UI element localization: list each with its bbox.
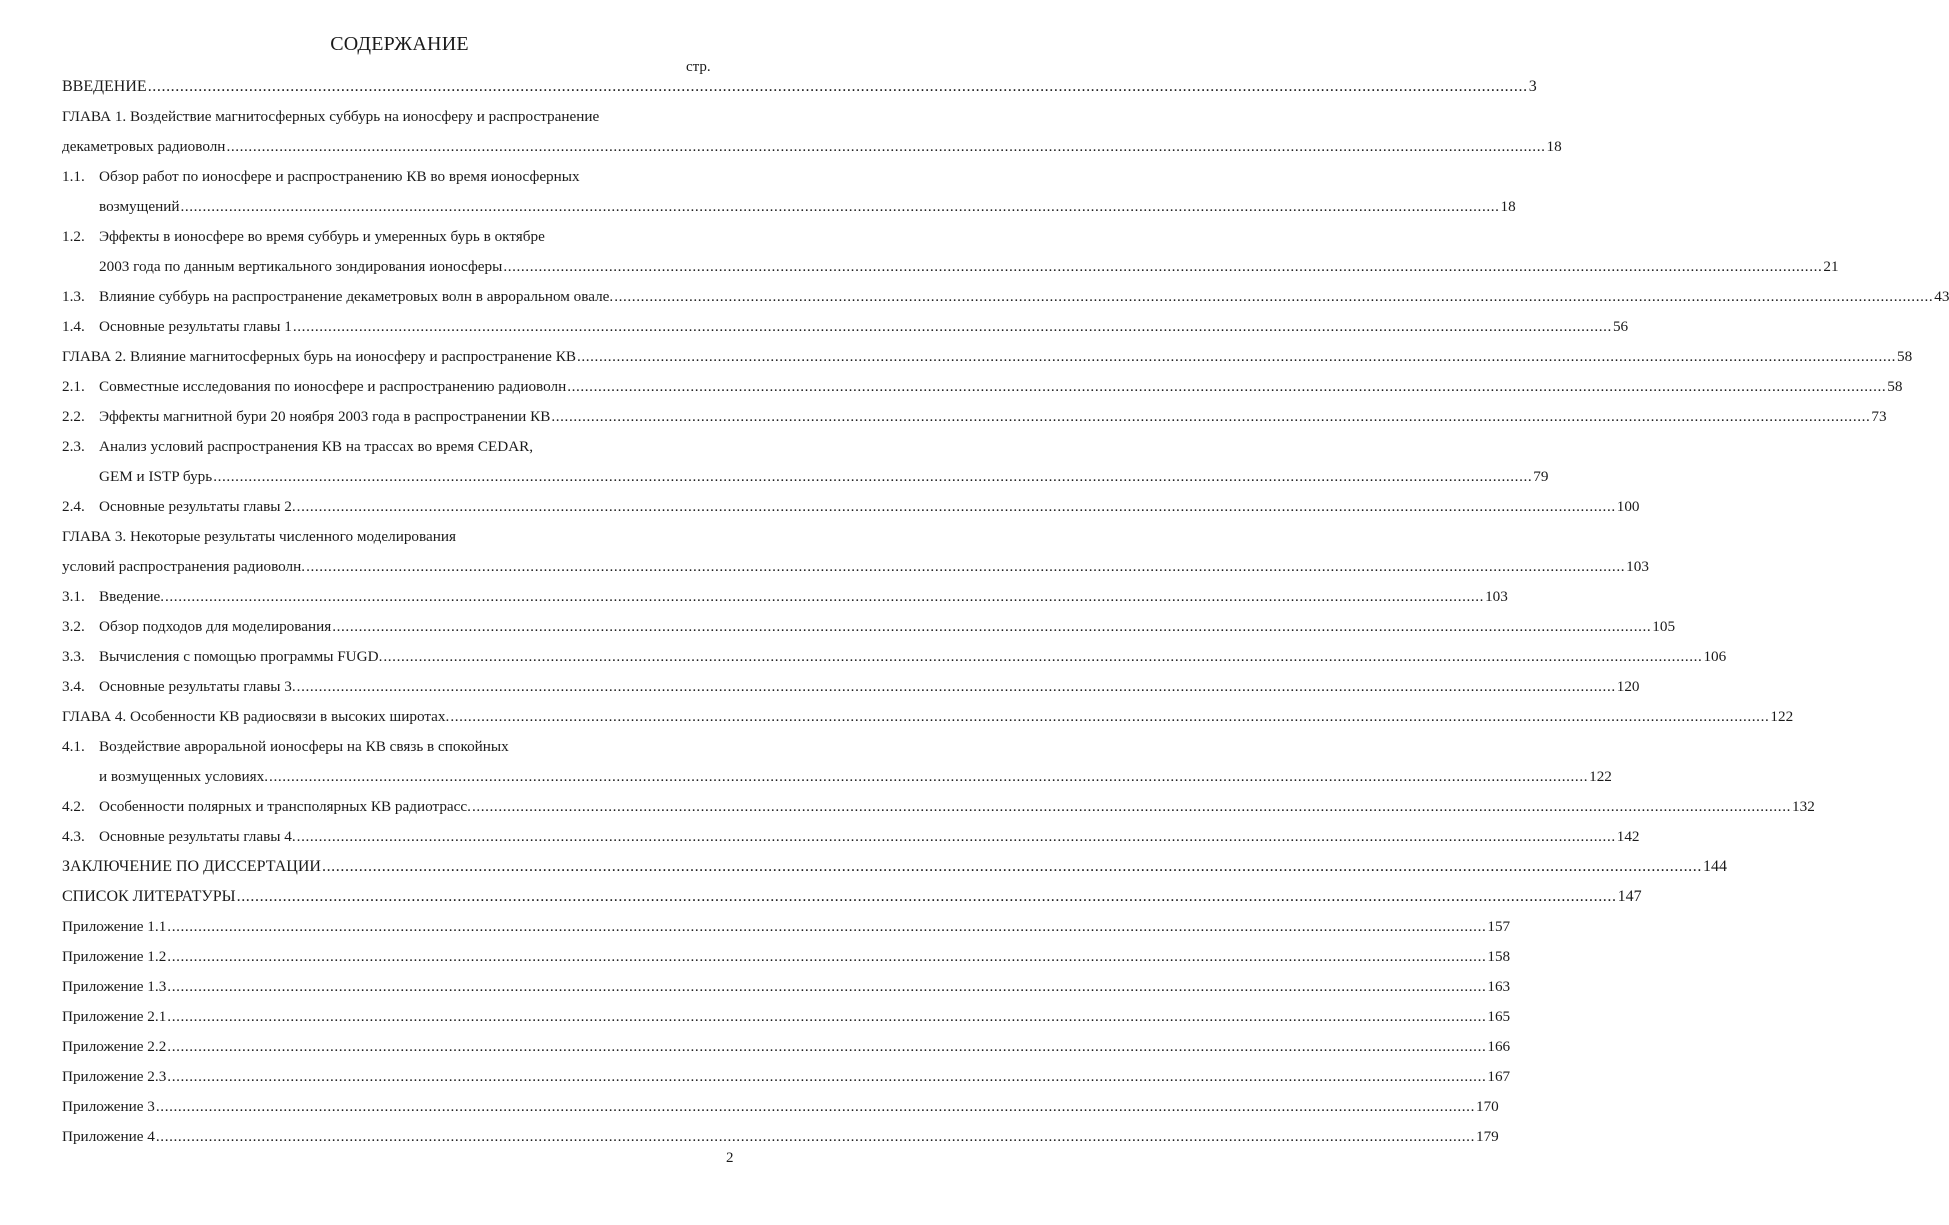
toc-chapter-3-line1[interactable]: ГЛАВА 3. Некоторые результаты численного моделирования xyxy=(62,528,456,545)
toc-entry-text: ВВЕДЕНИЕ xyxy=(62,78,147,95)
section-number: 1.4. xyxy=(62,318,85,335)
toc-page-number: 79 xyxy=(1533,468,1549,485)
dot-leader: ............................................................................................................................................................................................................................................................................................................ xyxy=(167,918,1487,935)
toc-page-number: 132 xyxy=(1792,798,1815,815)
toc-entry-section-1-2[interactable] xyxy=(99,258,1839,280)
section-number: 2.1. xyxy=(62,378,85,395)
section-text: Анализ условий распространения КВ на трассах во время CEDAR, xyxy=(99,438,534,455)
toc-entry-appendix[interactable] xyxy=(62,918,1511,940)
toc-entry-text: и возмущенных условиях. xyxy=(99,768,269,785)
dot-leader: ............................................................................................................................................................................................................................................................................................................ xyxy=(296,678,1616,695)
toc-page-number: 105 xyxy=(1652,618,1676,635)
dot-leader: ............................................................................................................................................................................................................................................................................................................ xyxy=(306,558,1626,575)
toc-entry-references[interactable] xyxy=(62,888,1642,910)
toc-entry-text: Приложение 2.1 xyxy=(62,1008,167,1025)
toc-entry-text: условий распространения радиоволн. xyxy=(62,558,306,575)
toc-page-number: 166 xyxy=(1487,1038,1511,1055)
toc-entry-text: Особенности полярных и трансполярных КВ радиотрасс. xyxy=(99,798,471,815)
dot-leader: ............................................................................................................................................................................................................................................................................................................ xyxy=(551,408,1871,425)
dot-leader: ............................................................................................................................................................................................................................................................................................................ xyxy=(167,1068,1487,1085)
toc-entry-section-4-1[interactable] xyxy=(99,768,1612,790)
page-number: 2 xyxy=(726,1150,734,1166)
dot-leader: ............................................................................................................................................................................................................................................................................................................ xyxy=(165,588,1485,605)
dot-leader: ............................................................................................................................................................................................................................................................................................................ xyxy=(296,828,1616,845)
toc-page-number: 170 xyxy=(1475,1098,1499,1115)
dot-leader: ............................................................................................................................................................................................................................................................................................................ xyxy=(292,318,1612,335)
section-text: Воздействие авроральной ионосферы на КВ связь в спокойных xyxy=(99,738,509,755)
toc-page-number: 158 xyxy=(1487,948,1511,965)
toc-entry-appendix[interactable] xyxy=(62,1128,1499,1150)
dot-leader: ............................................................................................................................................................................................................................................................................................................ xyxy=(296,498,1616,515)
section-number: 4.1. xyxy=(62,738,85,755)
toc-page-number: 167 xyxy=(1487,1068,1511,1085)
dot-leader: ............................................................................................................................................................................................................................................................................................................ xyxy=(180,198,1500,215)
toc-entry-text: СПИСОК ЛИТЕРАТУРЫ xyxy=(62,888,236,905)
dot-leader: ............................................................................................................................................................................................................................................................................................................ xyxy=(167,1038,1487,1055)
dot-leader: ............................................................................................................................................................................................................................................................................................................ xyxy=(383,648,1703,665)
section-number: 3.4. xyxy=(62,678,85,695)
toc-entry-appendix[interactable] xyxy=(62,1068,1511,1090)
toc-page-number: 122 xyxy=(1589,768,1612,785)
toc-entry-section-3-4[interactable] xyxy=(62,678,1640,700)
toc-entry-section-4-3[interactable] xyxy=(62,828,1640,850)
toc-entry-text: Приложение 2.2 xyxy=(62,1038,167,1055)
toc-entry-text: Приложение 3 xyxy=(62,1098,155,1115)
toc-entry-text: Основные результаты главы 2. xyxy=(99,498,296,515)
section-number: 1.3. xyxy=(62,288,85,305)
toc-entry-section-4-2[interactable] xyxy=(62,798,1815,820)
toc-section-4-1-line1[interactable] xyxy=(62,738,509,760)
toc-page-number: 18 xyxy=(1546,138,1562,155)
toc-entry-section-3-1[interactable] xyxy=(62,588,1508,610)
toc-entry-section-2-3[interactable] xyxy=(99,468,1549,490)
toc-entry-appendix[interactable] xyxy=(62,1098,1499,1120)
toc-page-number: 58 xyxy=(1887,378,1903,395)
toc-section-1-2-line1[interactable] xyxy=(62,228,545,250)
toc-page-number: 58 xyxy=(1897,348,1913,365)
toc-page-number: 103 xyxy=(1485,588,1508,605)
dot-leader: ............................................................................................................................................................................................................................................................................................................ xyxy=(614,288,1934,305)
toc-entry-text: Основные результаты главы 4. xyxy=(99,828,296,845)
toc-entry-intro[interactable] xyxy=(62,78,1537,100)
toc-page-number: 21 xyxy=(1823,258,1839,275)
toc-entry-text: Эффекты магнитной бури 20 ноября 2003 года в распространении КВ xyxy=(99,408,551,425)
toc-entry-text: Основные результаты главы 1 xyxy=(99,318,292,335)
toc-section-2-3-line1[interactable] xyxy=(62,438,533,460)
toc-entry-text: Приложение 1.3 xyxy=(62,978,167,995)
toc-chapter-1-line1[interactable]: ГЛАВА 1. Воздействие магнитосферных суббурь на ионосферу и распространение xyxy=(62,108,600,125)
dot-leader: ............................................................................................................................................................................................................................................................................................................ xyxy=(236,888,1617,905)
dot-leader: ............................................................................................................................................................................................................................................................................................................ xyxy=(155,1098,1475,1115)
toc-entry-section-1-1[interactable] xyxy=(99,198,1516,220)
toc-entry-text: Приложение 4 xyxy=(62,1128,155,1145)
toc-page-number: 106 xyxy=(1703,648,1727,665)
toc-entry-chapter-3[interactable] xyxy=(62,558,1649,580)
toc-page-number: 120 xyxy=(1616,678,1640,695)
section-number: 4.3. xyxy=(62,828,85,845)
toc-entry-text: ГЛАВА 4. Особенности КВ радиосвязи в высоких широтах. xyxy=(62,708,450,725)
dot-leader: ............................................................................................................................................................................................................................................................................................................ xyxy=(167,948,1487,965)
toc-entry-text: Приложение 1.1 xyxy=(62,918,167,935)
toc-page-number: 18 xyxy=(1500,198,1516,215)
dot-leader: ............................................................................................................................................................................................................................................................................................................ xyxy=(321,858,1702,875)
toc-page-number: 147 xyxy=(1617,888,1642,905)
toc-entry-appendix[interactable] xyxy=(62,978,1511,1000)
toc-page-number: 100 xyxy=(1616,498,1640,515)
dot-leader: ............................................................................................................................................................................................................................................................................................................ xyxy=(167,1008,1487,1025)
section-number: 4.2. xyxy=(62,798,85,815)
toc-entry-text: ГЛАВА 2. Влияние магнитосферных бурь на ионосферу и распространение КВ xyxy=(62,348,576,365)
toc-page-number: 142 xyxy=(1616,828,1640,845)
toc-entry-appendix[interactable] xyxy=(62,1038,1511,1060)
toc-entry-text: Приложение 2.3 xyxy=(62,1068,167,1085)
toc-entry-text: Вычисления с помощью программы FUGD. xyxy=(99,648,383,665)
dot-leader: ............................................................................................................................................................................................................................................................................................................ xyxy=(213,468,1533,485)
section-text: Обзор работ по ионосфере и распространению КВ во время ионосферных xyxy=(99,168,580,185)
toc-page-number: 163 xyxy=(1487,978,1511,995)
toc-entry-appendix[interactable] xyxy=(62,948,1511,970)
toc-page-number: 3 xyxy=(1528,78,1537,95)
toc-entry-chapter-4[interactable] xyxy=(62,708,1794,730)
section-number: 2.2. xyxy=(62,408,85,425)
section-number: 1.2. xyxy=(62,228,85,245)
toc-entry-section-2-2[interactable] xyxy=(62,408,1887,430)
dot-leader: ............................................................................................................................................................................................................................................................................................................ xyxy=(155,1128,1475,1145)
toc-entry-text: Обзор подходов для моделирования xyxy=(99,618,332,635)
toc-page-number: 56 xyxy=(1612,318,1629,335)
section-number: 1.1. xyxy=(62,168,85,185)
toc-page-number: 144 xyxy=(1702,858,1727,875)
dot-leader: ............................................................................................................................................................................................................................................................................................................ xyxy=(332,618,1652,635)
section-number: 2.4. xyxy=(62,498,85,515)
section-text: Эффекты в ионосфере во время суббурь и умеренных бурь в октябре xyxy=(99,228,545,245)
toc-entry-section-3-3[interactable] xyxy=(62,648,1727,670)
section-number: 3.1. xyxy=(62,588,85,605)
toc-entry-section-2-1[interactable] xyxy=(62,378,1903,400)
page-title: СОДЕРЖАНИЕ xyxy=(330,33,469,55)
dot-leader: ............................................................................................................................................................................................................................................................................................................ xyxy=(167,978,1487,995)
toc-entry-text: 2003 года по данным вертикального зондирования ионосферы xyxy=(99,258,503,275)
toc-entry-text: возмущений xyxy=(99,198,180,215)
toc-entry-chapter-1[interactable] xyxy=(62,138,1562,160)
dot-leader: ............................................................................................................................................................................................................................................................................................................ xyxy=(567,378,1887,395)
toc-entry-section-3-2[interactable] xyxy=(62,618,1676,640)
toc-entry-appendix[interactable] xyxy=(62,1008,1511,1030)
toc-entry-chapter-2[interactable] xyxy=(62,348,1913,370)
section-number: 3.3. xyxy=(62,648,85,665)
toc-entry-text: ЗАКЛЮЧЕНИЕ ПО ДИССЕРТАЦИИ xyxy=(62,858,321,875)
toc-entry-section-1-3[interactable] xyxy=(62,288,1949,310)
dot-leader: ............................................................................................................................................................................................................................................................................................................ xyxy=(450,708,1770,725)
toc-page-number: 103 xyxy=(1626,558,1649,575)
toc-entry-section-1-4[interactable] xyxy=(62,318,1629,340)
page-column-label: стр. xyxy=(686,59,711,75)
toc-entry-text: декаметровых радиоволн xyxy=(62,138,226,155)
toc-section-1-1-line1[interactable] xyxy=(62,168,580,190)
toc-entry-text: Совместные исследования по ионосфере и распространению радиоволн xyxy=(99,378,567,395)
dot-leader: ............................................................................................................................................................................................................................................................................................................ xyxy=(147,78,1528,95)
toc-entry-conclusion[interactable] xyxy=(62,858,1727,880)
dot-leader: ............................................................................................................................................................................................................................................................................................................ xyxy=(503,258,1823,275)
toc-page-number: 122 xyxy=(1770,708,1794,725)
toc-entry-section-2-4[interactable] xyxy=(62,498,1640,520)
toc-page-number: 179 xyxy=(1475,1128,1499,1145)
toc-entry-text: GEM и ISTP бурь xyxy=(99,468,213,485)
dot-leader: ............................................................................................................................................................................................................................................................................................................ xyxy=(471,798,1791,815)
section-number: 2.3. xyxy=(62,438,85,455)
section-number: 3.2. xyxy=(62,618,85,635)
dot-leader: ............................................................................................................................................................................................................................................................................................................ xyxy=(226,138,1546,155)
toc-page-number: 73 xyxy=(1871,408,1887,425)
dot-leader: ............................................................................................................................................................................................................................................................................................................ xyxy=(269,768,1589,785)
toc-page-number: 43 xyxy=(1934,288,1949,305)
toc-page-number: 157 xyxy=(1487,918,1511,935)
toc-page-number: 165 xyxy=(1487,1008,1511,1025)
toc-entry-text: Влияние суббурь на распространение декаметровых волн в авроральном овале. xyxy=(99,288,614,305)
dot-leader: ............................................................................................................................................................................................................................................................................................................ xyxy=(576,348,1897,365)
toc-entry-text: Введение. xyxy=(99,588,165,605)
toc-entry-text: Основные результаты главы 3. xyxy=(99,678,296,695)
toc-entry-text: Приложение 1.2 xyxy=(62,948,167,965)
